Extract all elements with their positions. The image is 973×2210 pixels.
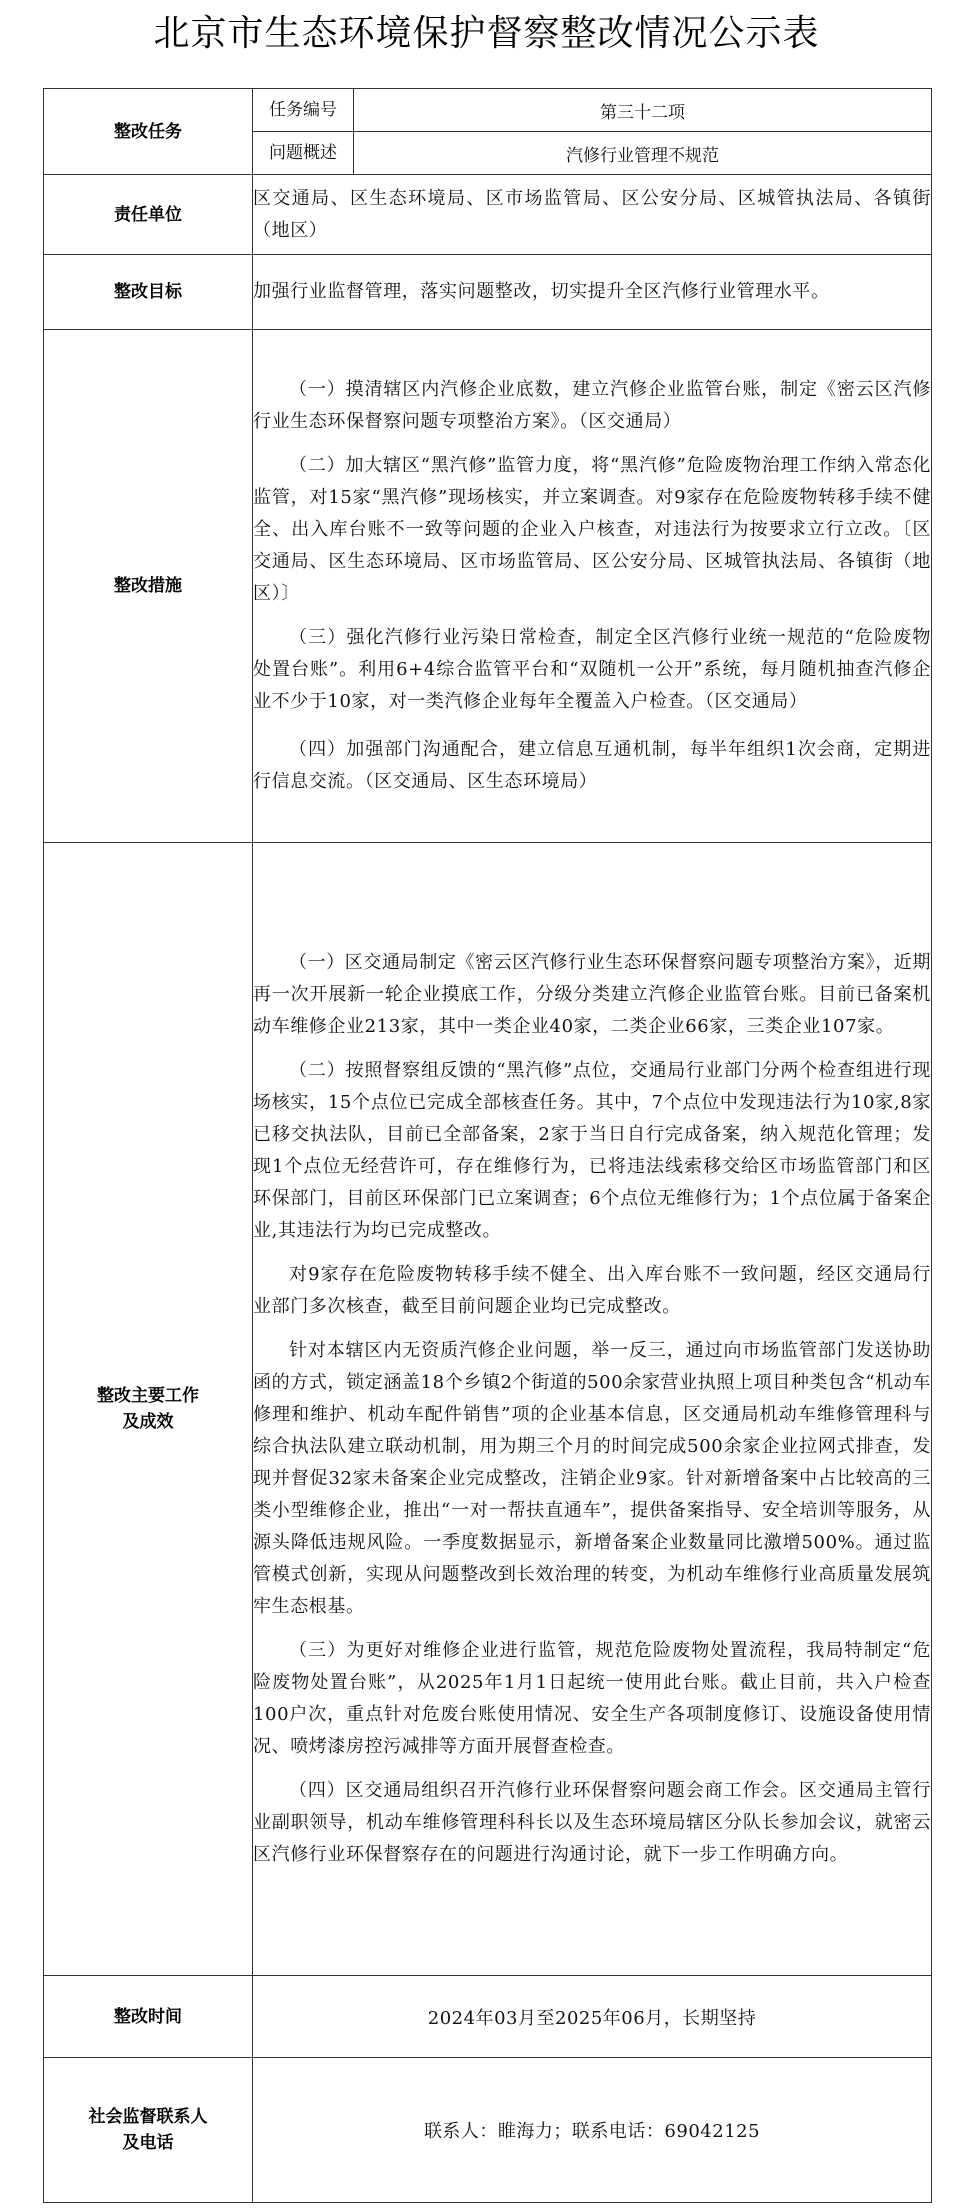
task-summary-value: 汽修行业管理不规范 (354, 132, 932, 175)
progress-label (44, 843, 253, 1976)
measure-item-3: （三）强化汽修行业污染日常检查，制定全区汽修行业统一规范的“危险废物处置台账”。利用6+4综合监管平台和“双随机一公开”系统，每月随机抽查汽修企业不少于10家，对一类汽修企业每年全覆盖入户检查。（区交通局） (253, 627, 931, 712)
task-number-row (44, 89, 932, 132)
progress-content (253, 843, 932, 1976)
contact-label-line1: 社会监督联系人 (88, 2107, 208, 2127)
contact-value: 联系人：睢海力；联系电话：69042125 (253, 2058, 932, 2203)
contact-label (44, 2058, 253, 2203)
task-number-label: 任务编号 (253, 89, 354, 132)
responsible-row (44, 175, 932, 255)
measures-content (253, 330, 932, 843)
progress-item-2: （二）按照督察组反馈的“黑汽修”点位，交通局行业部门分两个检查组进行现场核实，15个点位已完成全部核查任务。其中，7个点位中发现违法行为10家,8家已移交执法队，目前已全部备案，2家于当日自行完成备案，纳入规范化管理；发现1个点位无经营许可，存在维修行为，已将违法线索移交给区市场监管部门和区环保部门，目前区环保部门已立案调查；6个点位无维修行为；1个点位属于备案企业,其违法行为均已完成整改。 (253, 1060, 931, 1241)
measure-item-2: （二）加大辖区“黑汽修”监管力度，将“黑汽修”危险废物治理工作纳入常态化监管，对15家“黑汽修”现场核实，并立案调查。对9家存在危险废物转移手续不健全、出入库台账不一致等问题的企业入户核查，对违法行为按要求立行立改。〔区交通局、区生态环境局、区市场监管局、区公安分局、区城管执法局、各镇街（地区）〕 (253, 455, 931, 604)
progress-item-5: （三）为更好对维修企业进行监管，规范危险废物处置流程，我局特制定“危险废物处置台账”，从2025年1月1日起统一使用此台账。截止目前，共入户检查100户次，重点针对危废台账使用情况、安全生产各项制度修订、设施设备使用情况、喷烤漆房控污减排等方面开展督查检查。 (253, 1640, 931, 1757)
responsible-text: 区交通局、区生态环境局、区市场监管局、区公安分局、区城管执法局、各镇街（地区） (253, 187, 931, 241)
goal-row (44, 255, 932, 330)
responsible-value (253, 175, 932, 255)
responsible-label: 责任单位 (44, 175, 253, 255)
task-number-value: 第三十二项 (354, 89, 932, 132)
progress-item-1: （一）区交通局制定《密云区汽修行业生态环保督察问题专项整治方案》，近期再一次开展新一轮企业摸底工作，分级分类建立汽修企业监管台账。目前已备案机动车维修企业213家，其中一类企业40家，二类企业66家，三类企业107家。 (253, 952, 931, 1037)
progress-item-3: 对9家存在危险废物转移手续不健全、出入库台账不一致问题，经区交通局行业部门多次核查，截至目前问题企业均已完成整改。 (253, 1264, 931, 1317)
measures-label: 整改措施 (44, 330, 253, 843)
task-summary-label: 问题概述 (253, 132, 354, 175)
contact-label-line2: 及电话 (122, 2133, 174, 2153)
task-label: 整改任务 (44, 89, 253, 175)
deadline-row (44, 1976, 932, 2058)
disclosure-table (43, 88, 932, 2203)
measures-row (44, 330, 932, 843)
progress-label-line1: 整改主要工作 (97, 1386, 199, 1406)
goal-text: 加强行业监督管理，落实问题整改，切实提升全区汽修行业管理水平。 (253, 281, 830, 302)
goal-label: 整改目标 (44, 255, 253, 330)
measure-item-4: （四）加强部门沟通配合，建立信息互通机制，每半年组织1次会商，定期进行信息交流。（区交通局、区生态环境局） (253, 739, 931, 792)
progress-item-6: （四）区交通局组织召开汽修行业环保督察问题会商工作会。区交通局主管行业副职领导，机动车维修管理科科长以及生态环境局辖区分队长参加会议，就密云区汽修行业环保督察存在的问题进行沟通讨论，就下一步工作明确方向。 (253, 1780, 931, 1865)
contact-row (44, 2058, 932, 2203)
page-title: 北京市生态环境保护督察整改情况公示表 (153, 13, 820, 54)
progress-label-line2: 及成效 (122, 1412, 174, 1432)
goal-value (253, 255, 932, 330)
deadline-label: 整改时间 (44, 1976, 253, 2058)
progress-item-4: 针对本辖区内无资质汽修企业问题，举一反三，通过向市场监管部门发送协助函的方式，锁定涵盖18个乡镇2个街道的500余家营业执照上项目种类包含“机动车修理和维护、机动车配件销售”项的企业基本信息，区交通局机动车维修管理科与综合执法队建立联动机制，用为期三个月的时间完成500余家企业拉网式排查，发现并督促32家未备案企业完成整改，注销企业9家。针对新增备案中占比较高的三类小型维修企业，推出“一对一帮扶直通车”，提供备案指导、安全培训等服务，从源头降低违规风险。一季度数据显示，新增备案企业数量同比激增500%。通过监管模式创新，实现从问题整改到长效治理的转变，为机动车维修行业高质量发展筑牢生态根基。 (253, 1340, 931, 1617)
deadline-value: 2024年03月至2025年06月，长期坚持 (253, 1976, 932, 2058)
progress-row (44, 843, 932, 1976)
measure-item-1: （一）摸清辖区内汽修企业底数，建立汽修企业监管台账，制定《密云区汽修行业生态环保督察问题专项整治方案》。（区交通局） (253, 379, 931, 432)
